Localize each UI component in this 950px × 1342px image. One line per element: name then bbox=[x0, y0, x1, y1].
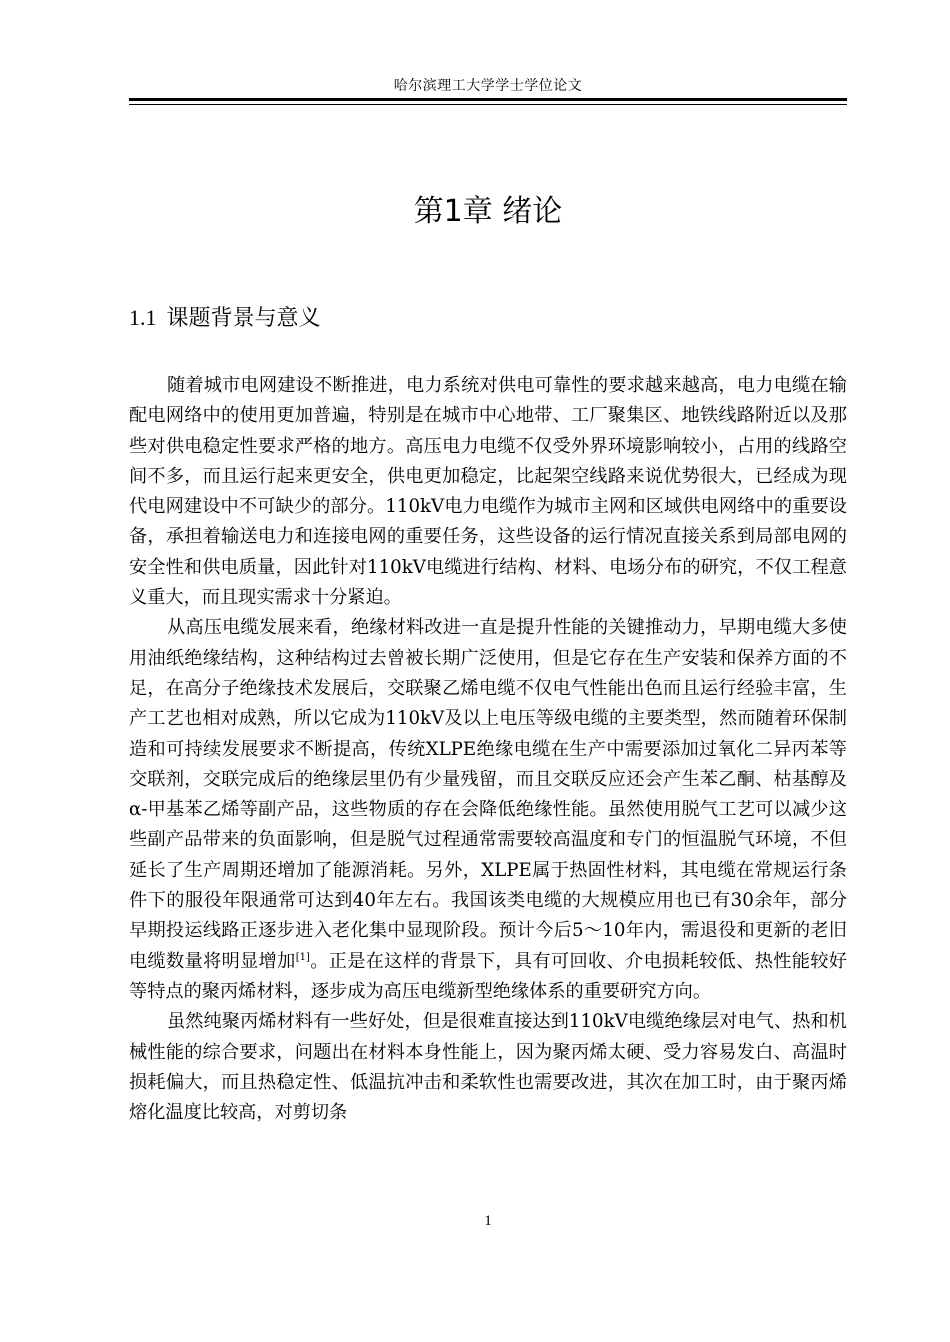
page-number: 1 bbox=[484, 1213, 492, 1229]
paragraph-2 bbox=[129, 613, 847, 1007]
paragraph-2-part-2: 。正是在这样的背景下，具有可回收、介电损耗较低、热性能较好等特点的聚丙烯材料，逐步成为高压电缆新型绝缘体系的重要研究方向。 bbox=[129, 950, 847, 1002]
paragraph-1: 随着城市电网建设不断推进，电力系统对供电可靠性的要求越来越高，电力电缆在输配电网络中的使用更加普遍，特别是在城市中心地带、工厂聚集区、地铁线路附近以及那些对供电稳定性要求严格的地方。高压电力电缆不仅受外界环境影响较小，占用的线路空间不多，而且运行起来更安全，供电更加稳定，比起架空线路来说优势很大，已经成为现代电网建设中不可缺少的部分。110kV电力电缆作为城市主网和区域供电网络中的重要设备，承担着输送电力和连接电网的重要任务，这些设备的运行情况直接关系到局部电网的安全性和供电质量，因此针对110kV电缆进行结构、材料、电场分布的研究，不仅工程意义重大，而且现实需求十分紧迫。 bbox=[129, 375, 847, 609]
citation-ref: [1] bbox=[295, 951, 310, 963]
header-rule-thin bbox=[129, 104, 847, 105]
paragraph-2-part-1: 从高压电缆发展来看，绝缘材料改进一直是提升性能的关键推动力，早期电缆大多使用油纸绝缘结构，这种结构过去曾被长期广泛使用，但是它存在生产安装和保养方面的不足，在高分子绝缘技术发展后，交联聚乙烯电缆不仅电气性能出色而且运行经验丰富，生产工艺也相对成熟，所以它成为110kV及以上电压等级电缆的主要类型，然而随着环保制造和可持续发展要求不断提高，传统XLPE绝缘电缆在生产中需要添加过氧化二异丙苯等交联剂，交联完成后的绝缘层里仍有少量残留，而且交联反应还会产生苯乙酮、枯基醇及α-甲基苯乙烯等副产品，这些物质的存在会降低绝缘性能。虽然使用脱气工艺可以减少这些副产品带来的负面影响，但是脱气过程通常需要较高温度和专门的恒温脱气环境，不但延长了生产周期还增加了能源消耗。另外，XLPE属于热固性材料，其电缆在常规运行条件下的服役年限通常可达到40年左右。我国该类电缆的大规模应用也已有30余年，部分早期投运线路正逐步进入老化集中显现阶段。预计今后5～10年内，需退役和更新的老旧电缆数量将明显增加 bbox=[129, 617, 847, 972]
running-header: 哈尔滨理工大学学士学位论文 bbox=[393, 78, 583, 94]
paragraph-3: 虽然纯聚丙烯材料有一些好处，但是很难直接达到110kV电缆绝缘层对电气、热和机械性能的综合要求，问题出在材料本身性能上，因为聚丙烯太硬、受力容易发白、高温时损耗偏大，而且热稳定性、低温抗冲击和柔软性也需要改进，其次在加工时，由于聚丙烯熔化温度比较高，对剪切条 bbox=[129, 1011, 847, 1124]
body-text bbox=[129, 371, 847, 1128]
section-number: 1.1 bbox=[129, 305, 157, 330]
section-title: 课题背景与意义 bbox=[166, 306, 321, 331]
header-rule-thick bbox=[129, 98, 847, 101]
chapter-title: 第1章 绪论 bbox=[413, 194, 563, 229]
section-heading bbox=[129, 300, 847, 337]
